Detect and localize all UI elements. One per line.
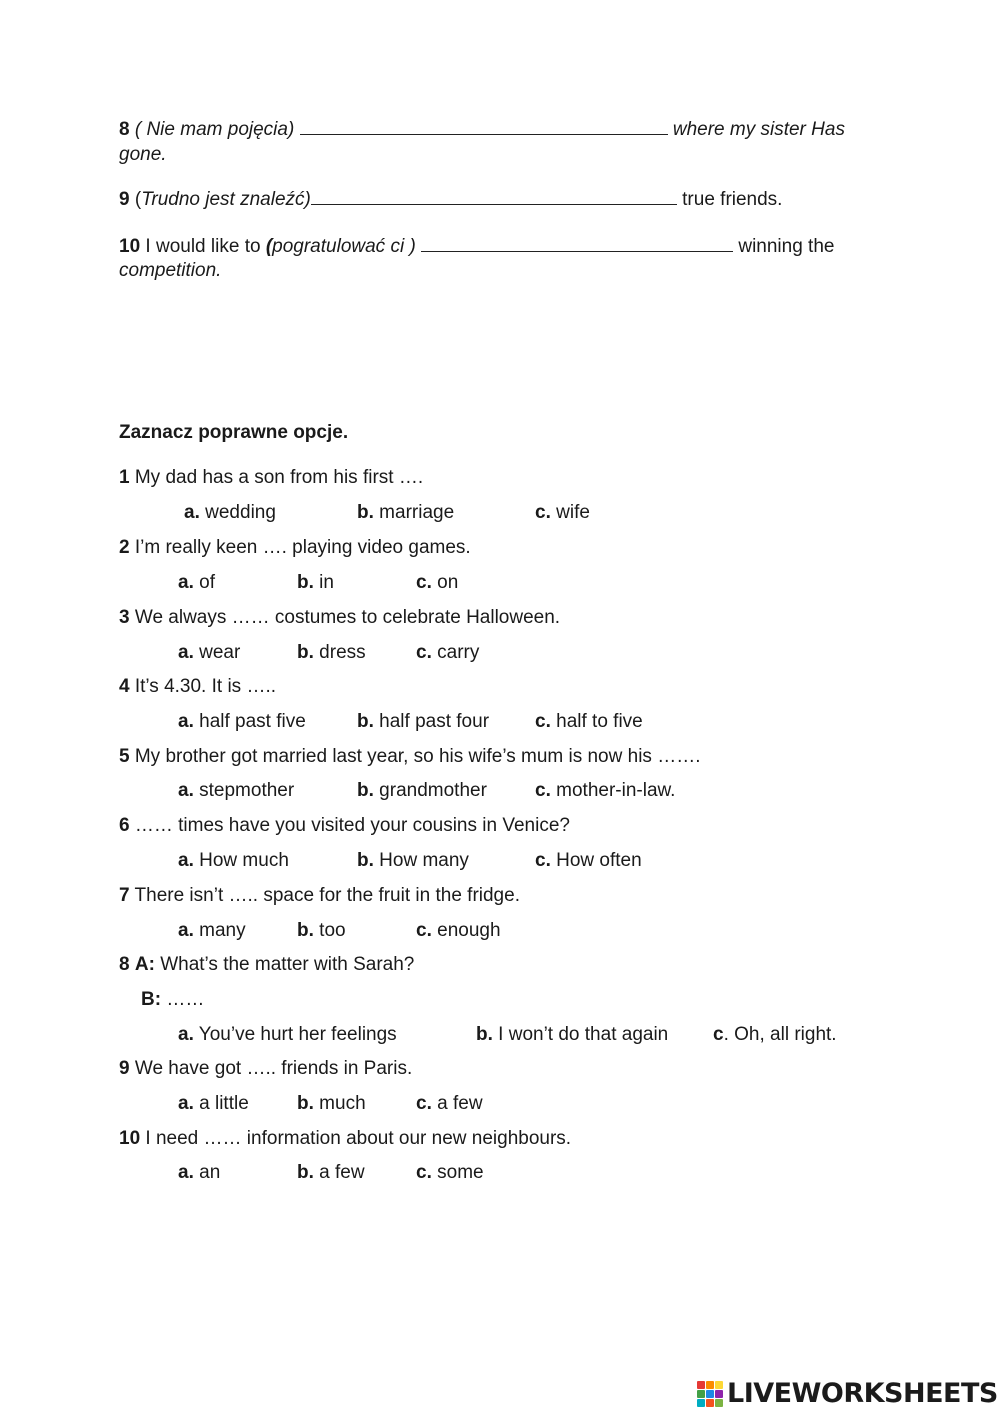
polish-hint: Trudno jest znaleźć): [141, 189, 311, 210]
option-b[interactable]: b. marriage: [357, 502, 455, 523]
item-text: where my sister Has: [672, 119, 845, 140]
item-text: winning the: [738, 236, 835, 257]
liveworksheets-logo: [697, 1378, 998, 1409]
option-c[interactable]: c. mother-in-law.: [535, 780, 676, 801]
question-number: 6: [119, 815, 130, 836]
option-a[interactable]: a. an: [178, 1162, 221, 1183]
option-c[interactable]: c. carry: [416, 642, 480, 663]
option-c[interactable]: c. Oh, all right.: [713, 1024, 837, 1045]
question-10: [119, 1128, 571, 1150]
question-5: [119, 746, 700, 768]
option-c[interactable]: c. on: [416, 572, 459, 593]
option-b[interactable]: b. How many: [357, 850, 469, 871]
option-b[interactable]: b. a few: [297, 1162, 365, 1183]
polish-hint: ( Nie mam pojęcia): [134, 119, 295, 140]
logo-tile: [715, 1381, 723, 1389]
question-number: 8: [119, 954, 130, 975]
option-b[interactable]: b. in: [297, 572, 334, 593]
option-a[interactable]: a. a little: [178, 1093, 249, 1114]
question-1: [119, 467, 423, 489]
logo-tile: [706, 1390, 714, 1398]
polish-hint: (pogratulować ci ): [265, 236, 416, 257]
speaker-b: B:: [141, 989, 162, 1010]
question-4: [119, 676, 276, 698]
logo-tile: [697, 1381, 705, 1389]
logo-text: LIVEWORKSHEETS: [727, 1378, 998, 1409]
answer-blank[interactable]: [311, 190, 677, 205]
logo-tile: [715, 1390, 723, 1398]
question-text: There isn’t ….. space for the fruit in the fridge.: [134, 885, 520, 906]
translation-item-9: [119, 189, 782, 211]
speaker-a: A:: [134, 954, 155, 975]
answer-blank[interactable]: [300, 120, 668, 135]
option-c[interactable]: c. How often: [535, 850, 642, 871]
option-b[interactable]: b. grandmother: [357, 780, 487, 801]
option-a[interactable]: a. You’ve hurt her feelings: [178, 1024, 397, 1045]
option-a[interactable]: a. half past five: [178, 711, 306, 732]
option-c[interactable]: c. some: [416, 1162, 484, 1183]
question-number: 7: [119, 885, 130, 906]
question-text: We have got ….. friends in Paris.: [134, 1058, 413, 1079]
option-c[interactable]: c. wife: [535, 502, 590, 523]
question-text: What’s the matter with Sarah?: [160, 954, 415, 975]
question-text: It’s 4.30. It is …..: [134, 676, 277, 697]
answer-blank[interactable]: [421, 237, 733, 252]
question-7: [119, 885, 520, 907]
logo-tile: [697, 1390, 705, 1398]
item-prefix: (: [134, 189, 142, 210]
item-number: 9: [119, 189, 130, 210]
option-b[interactable]: b. dress: [297, 642, 366, 663]
question-number: 2: [119, 537, 130, 558]
question-text: We always …… costumes to celebrate Halloween.: [134, 607, 561, 628]
option-c[interactable]: c. half to five: [535, 711, 643, 732]
question-8: [119, 954, 414, 976]
option-b[interactable]: b. too: [297, 920, 346, 941]
logo-grid-icon: [697, 1381, 723, 1407]
question-number: 5: [119, 746, 130, 767]
question-6: [119, 815, 570, 837]
question-text: …… times have you visited your cousins in Venice?: [134, 815, 570, 836]
question-text: I’m really keen …. playing video games.: [134, 537, 471, 558]
option-a[interactable]: a. stepmother: [178, 780, 295, 801]
option-a[interactable]: a. wedding: [184, 502, 276, 523]
question-3: [119, 607, 560, 629]
option-a[interactable]: a. wear: [178, 642, 241, 663]
item-text: true friends.: [682, 189, 783, 210]
option-b[interactable]: b. half past four: [357, 711, 490, 732]
logo-tile: [706, 1399, 714, 1407]
logo-tile: [715, 1399, 723, 1407]
option-b[interactable]: b. much: [297, 1093, 366, 1114]
question-text: I need …… information about our new neighbours.: [145, 1128, 572, 1149]
item-continuation: competition.: [119, 260, 222, 281]
item-number: 8: [119, 119, 130, 140]
question-text: My brother got married last year, so his wife’s mum is now his …….: [134, 746, 701, 767]
item-continuation: gone.: [119, 144, 167, 165]
item-number: 10: [119, 236, 141, 257]
option-a[interactable]: a. many: [178, 920, 246, 941]
option-b[interactable]: b. I won’t do that again: [476, 1024, 669, 1045]
translation-item-8: [119, 119, 845, 141]
logo-tile: [697, 1399, 705, 1407]
question-number: 1: [119, 467, 130, 488]
question-number: 3: [119, 607, 130, 628]
option-c[interactable]: c. enough: [416, 920, 501, 941]
question-9: [119, 1058, 412, 1080]
question-number: 10: [119, 1128, 141, 1149]
question-number: 4: [119, 676, 130, 697]
reply-text: ……: [166, 989, 205, 1010]
item-prefix: I would like to: [145, 236, 266, 257]
logo-tile: [706, 1381, 714, 1389]
quiz-heading: Zaznacz poprawne opcje.: [119, 422, 349, 443]
question-text: My dad has a son from his first ….: [134, 467, 424, 488]
translation-item-10: [119, 236, 834, 258]
question-8-reply: [141, 989, 204, 1011]
question-number: 9: [119, 1058, 130, 1079]
option-a[interactable]: a. of: [178, 572, 215, 593]
option-a[interactable]: a. How much: [178, 850, 289, 871]
question-2: [119, 537, 471, 559]
option-c[interactable]: c. a few: [416, 1093, 483, 1114]
